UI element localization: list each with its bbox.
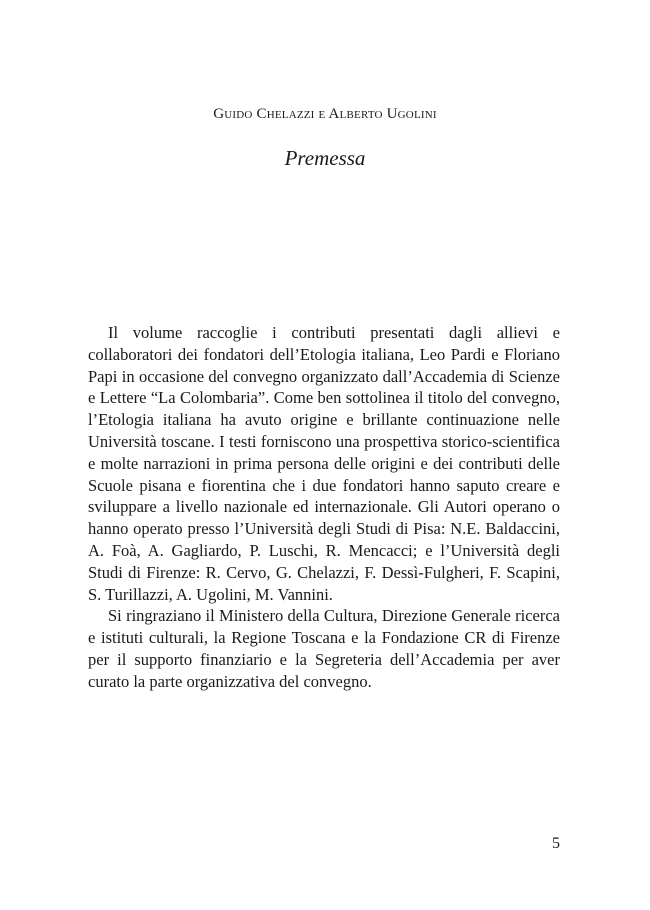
paragraph: Il volume raccoglie i contributi presentati dagli allievi e collaboratori dei fondatori dell’Etologia italiana, Leo Pardi e Floriano Papi in occasione del convegno organizzato dall’Accademia di Scienze e Lettere “La Colombaria”. Come ben sottolinea il titolo del convegno, l’Etologia italiana ha avuto origine e brillante continuazione nelle Università toscane. I testi forniscono una prospettiva storico-scientifica e molte narrazioni in prima persona delle origini e dei contributi delle Scuole pisana e fiorentina che i due fondatori hanno saputo creare e sviluppare a livello nazionale ed internazionale. Gli Autori operano o hanno operato presso l’Università degli Studi di Pisa: N.E. Baldaccini, A. Foà, A. Gagliardo, P. Luschi, R. Mencacci; e l’Università degli Studi di Firenze: R. Cervo, G. Chelazzi, F. Dessì-Fulgheri, F. Scapini, S. Turillazzi, A. Ugolini, M. Vannini.: [88, 323, 560, 604]
chapter-authors: Guido Chelazzi e Alberto Ugolini: [213, 106, 437, 122]
body-text: [88, 322, 560, 693]
paragraph: Si ringraziano il Ministero della Cultura, Direzione Generale ricerca e istituti culturali, la Regione Toscana e la Fondazione CR di Firenze per il supporto finanziario e la Segreteria dell’Accademia per aver curato la parte organizzativa del convegno.: [88, 606, 560, 691]
chapter-title: Premessa: [284, 146, 366, 170]
page-number: 5: [552, 835, 560, 852]
